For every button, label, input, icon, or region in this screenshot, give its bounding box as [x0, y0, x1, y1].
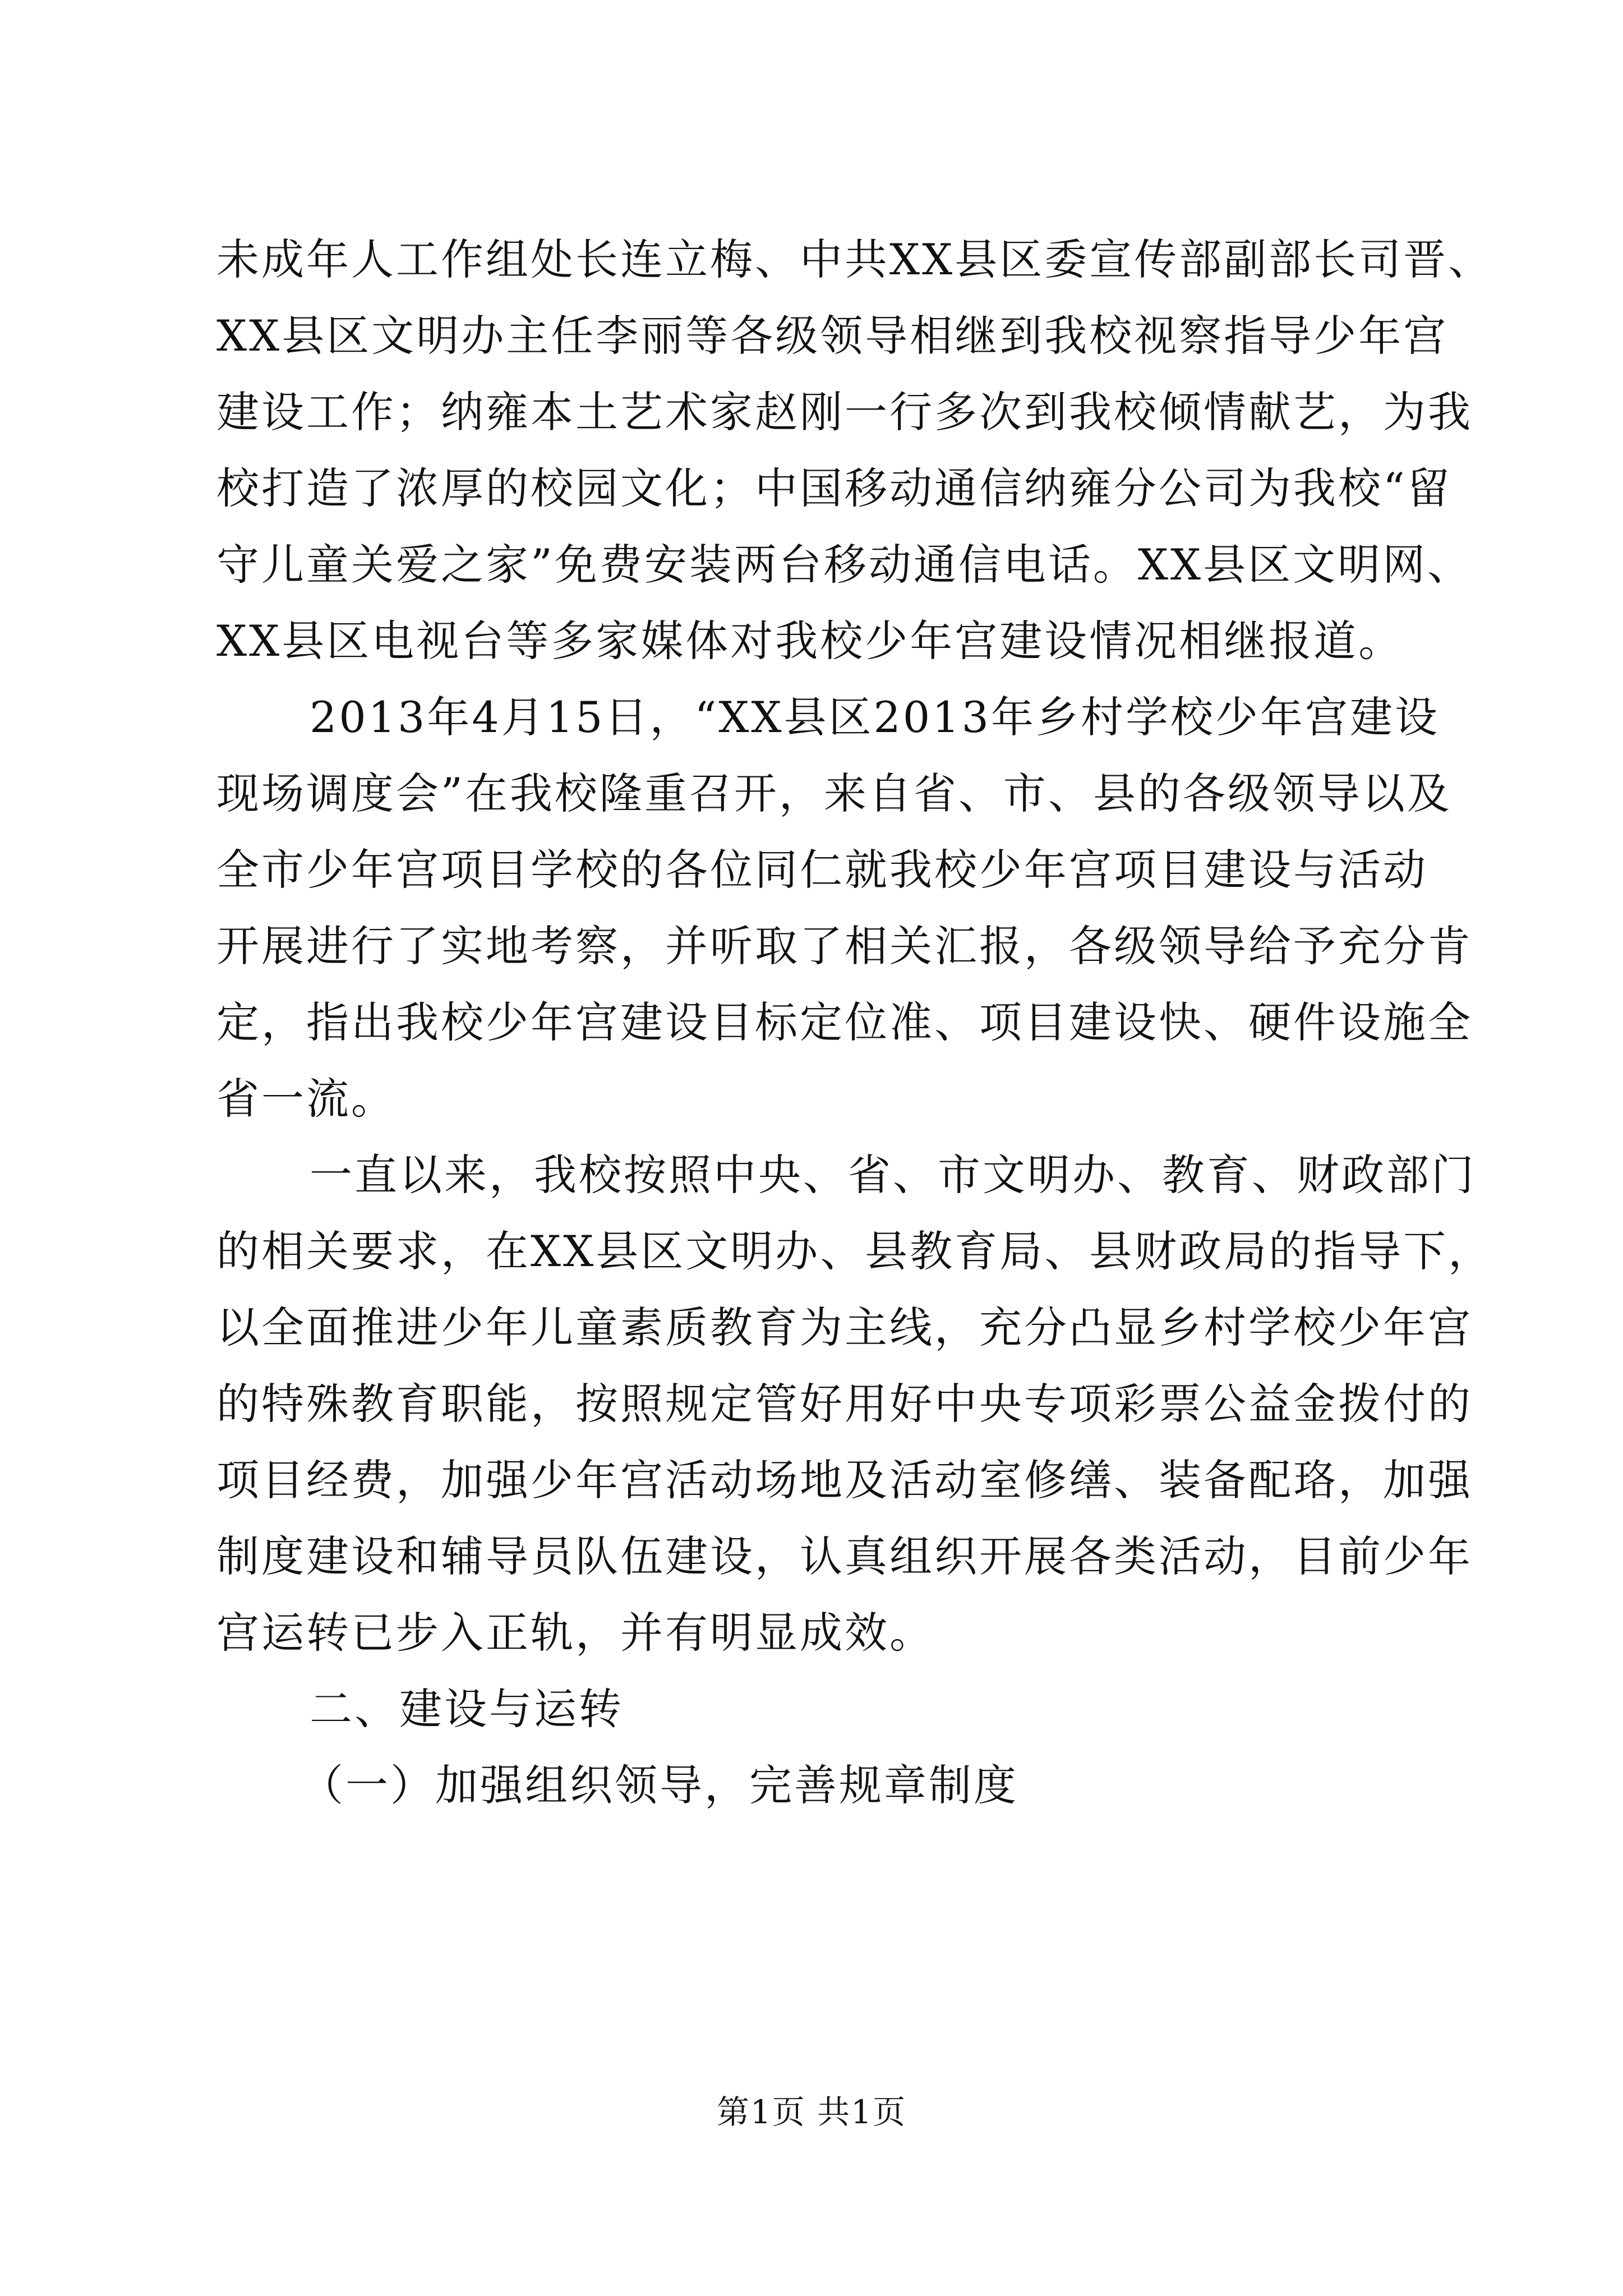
- paragraph-2: [216, 679, 1473, 1137]
- text-line: 宫运转已步入正轨，并有明显成效。: [216, 1608, 934, 1658]
- text-line: 建设工作；纳雍本土艺术家赵刚一行多次到我校倾情献艺，为我: [216, 387, 1473, 437]
- section-heading: 二、建设与运转: [310, 1684, 624, 1734]
- text-line: 的相关要求，在XX县区文明办、县教育局、县财政局的指导下，: [216, 1226, 1493, 1276]
- text-line: 制度建设和辅导员队伍建设，认真组织开展各类活动，目前少年: [216, 1531, 1473, 1581]
- paragraph-1: [216, 222, 1493, 679]
- document-body: [216, 222, 1493, 1824]
- text-line: 的特殊教育职能，按照规定管好用好中央专项彩票公益金拨付的: [216, 1379, 1473, 1429]
- text-line: 守儿童关爱之家”免费安装两台移动通信电话。XX县区文明网、: [216, 540, 1473, 590]
- text-line: 全市少年宫项目学校的各位同仁就我校少年宫项目建设与活动: [216, 845, 1428, 895]
- text-line: XX县区电视台等多家媒体对我校少年宫建设情况相继报道。: [216, 616, 1404, 666]
- page-number-label: 第1页 共1页: [716, 2093, 907, 2131]
- text-line: 2013年4月15日，“XX县区2013年乡村学校少年宫建设: [310, 692, 1440, 742]
- text-line: XX县区文明办主任李丽等各级领导相继到我校视察指导少年宫: [216, 311, 1449, 361]
- subsection-heading: （一）加强组织领导，完善规章制度: [301, 1760, 1018, 1810]
- text-line: 一直以来，我校按照中央、省、市文明办、教育、财政部门: [310, 1150, 1476, 1200]
- text-line: 校打造了浓厚的校园文化；中国移动通信纳雍分公司为我校“留: [216, 463, 1452, 513]
- page-footer: [0, 2090, 1623, 2134]
- text-line: 未成年人工作组处长连立梅、中共XX县区委宣传部副部长司晋、: [216, 234, 1493, 284]
- paragraph-3: [216, 1137, 1493, 1671]
- text-line: 以全面推进少年儿童素质教育为主线，充分凸显乡村学校少年宫: [216, 1303, 1473, 1352]
- text-line: 现场调度会”在我校隆重召开，来自省、市、县的各级领导以及: [216, 769, 1452, 818]
- text-line: 省一流。: [216, 1074, 396, 1124]
- text-line: 开展进行了实地考察，并听取了相关汇报，各级领导给予充分肯: [216, 921, 1473, 971]
- text-line: 定，指出我校少年宫建设目标定位准、项目建设快、硬件设施全: [216, 997, 1473, 1047]
- text-line: 项目经费，加强少年宫活动场地及活动室修缮、装备配珞，加强: [216, 1455, 1473, 1505]
